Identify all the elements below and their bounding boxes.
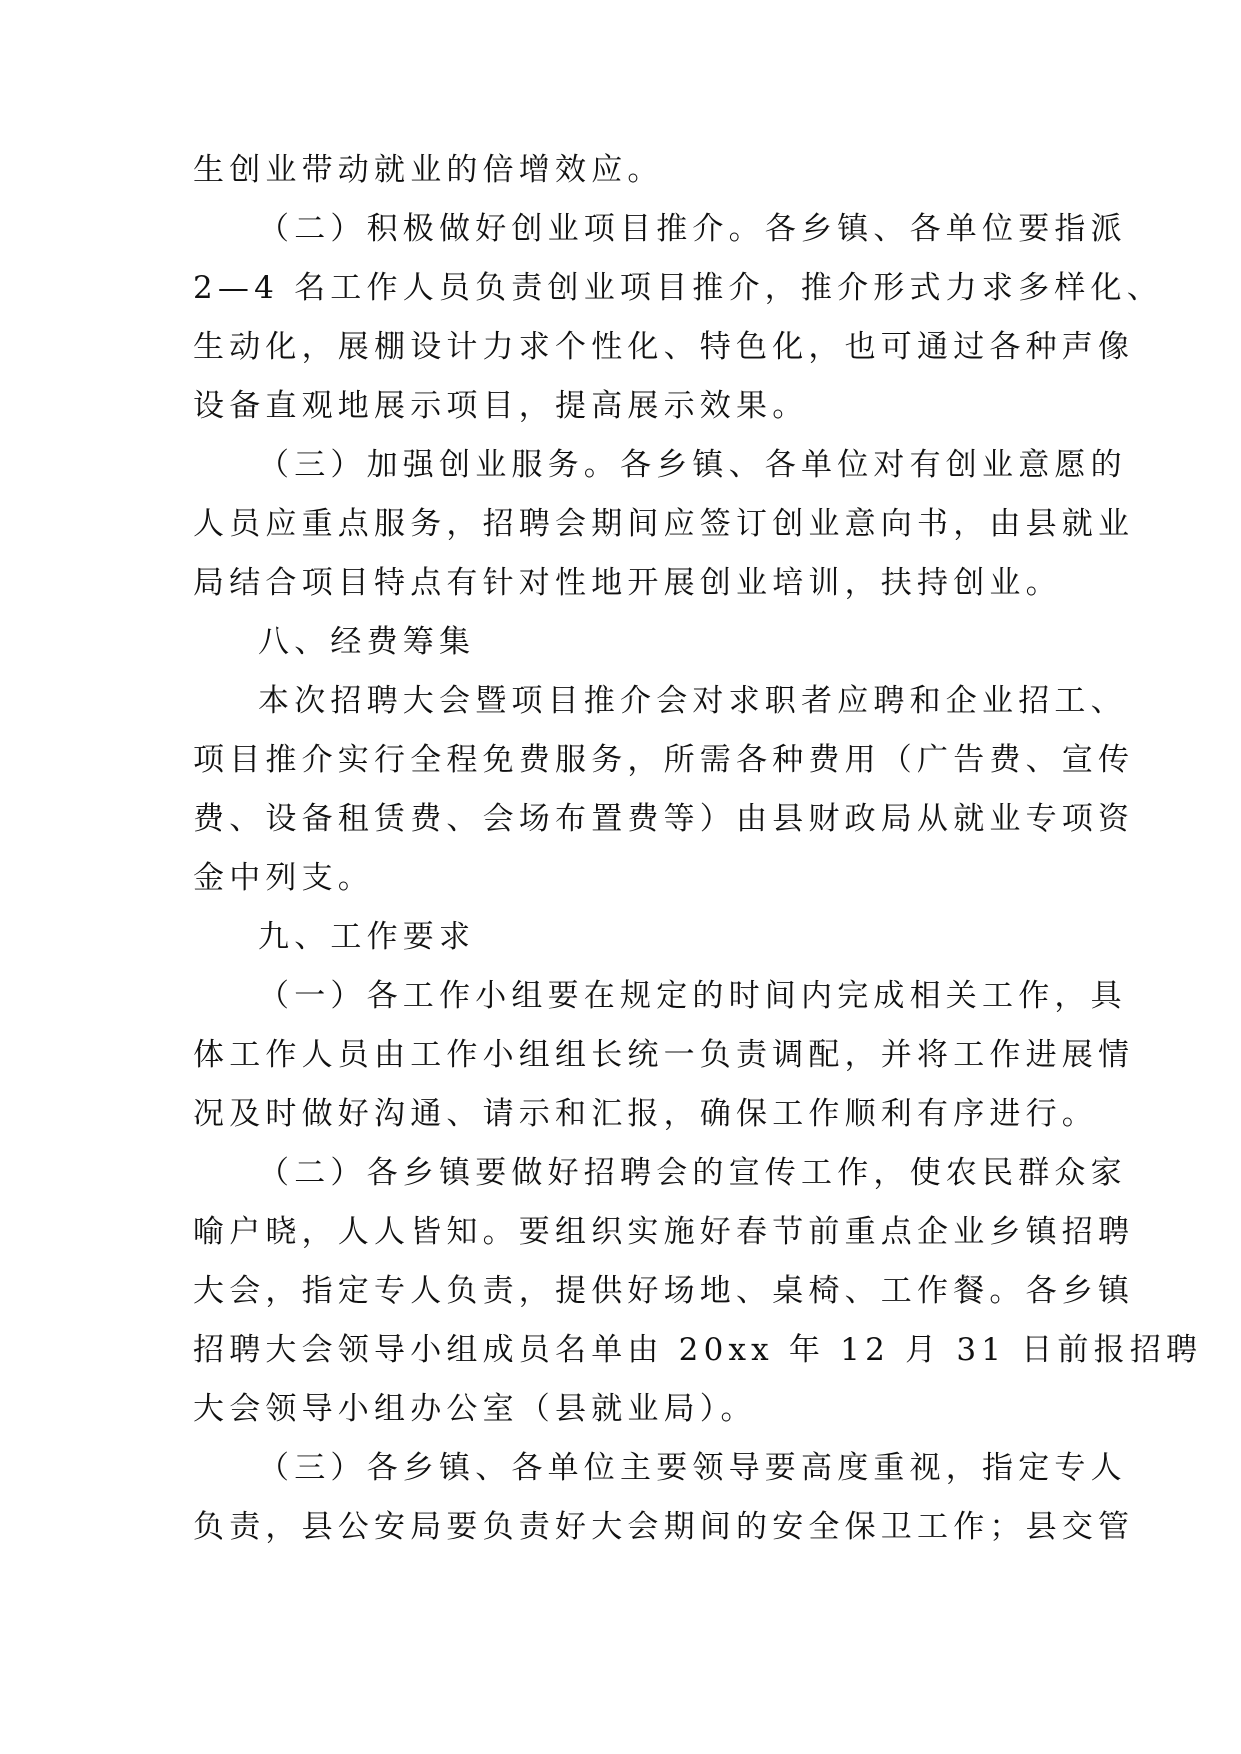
text-line: 2—4 名工作人员负责创业项目推介，推介形式力求多样化、: [193, 270, 1163, 306]
text-line: （二）各乡镇要做好招聘会的宣传工作，使农民群众家: [258, 1155, 1127, 1191]
text-line: 生创业带动就业的倍增效应。: [193, 152, 664, 188]
text-line: 本次招聘大会暨项目推介会对求职者应聘和企业招工、: [258, 683, 1127, 719]
text-line: 体工作人员由工作小组组长统一负责调配，并将工作进展情: [193, 1037, 1135, 1073]
text-line: （一）各工作小组要在规定的时间内完成相关工作，具: [258, 978, 1127, 1014]
text-line: 负责，县公安局要负责好大会期间的安全保卫工作；县交管: [193, 1509, 1135, 1545]
text-line: （三）各乡镇、各单位主要领导要高度重视，指定专人: [258, 1450, 1127, 1486]
text-line: 人员应重点服务，招聘会期间应签订创业意向书，由县就业: [193, 506, 1135, 542]
text-line: 况及时做好沟通、请示和汇报，确保工作顺利有序进行。: [193, 1096, 1098, 1132]
text-line: 大会领导小组办公室（县就业局）。: [193, 1391, 757, 1427]
section-heading: 九、工作要求: [258, 919, 476, 955]
text-line: 费、设备租赁费、会场布置费等）由县财政局从就业专项资: [193, 801, 1135, 837]
text-line: 招聘大会领导小组成员名单由 20xx 年 12 月 31 日前报招聘: [193, 1332, 1203, 1368]
section-heading: 八、经费筹集: [258, 624, 476, 660]
text-line: 局结合项目特点有针对性地开展创业培训，扶持创业。: [193, 565, 1062, 601]
text-line: 喻户晓，人人皆知。要组织实施好春节前重点企业乡镇招聘: [193, 1214, 1135, 1250]
text-line: 项目推介实行全程免费服务，所需各种费用（广告费、宣传: [193, 742, 1135, 778]
text-line: 生动化，展棚设计力求个性化、特色化，也可通过各种声像: [193, 329, 1135, 365]
text-line: 大会，指定专人负责，提供好场地、桌椅、工作餐。各乡镇: [193, 1273, 1135, 1309]
text-line: 设备直观地展示项目，提高展示效果。: [193, 388, 809, 424]
text-line: （三）加强创业服务。各乡镇、各单位对有创业意愿的: [258, 447, 1127, 483]
text-line: 金中列支。: [193, 860, 374, 896]
text-line: （二）积极做好创业项目推介。各乡镇、各单位要指派: [258, 211, 1127, 247]
